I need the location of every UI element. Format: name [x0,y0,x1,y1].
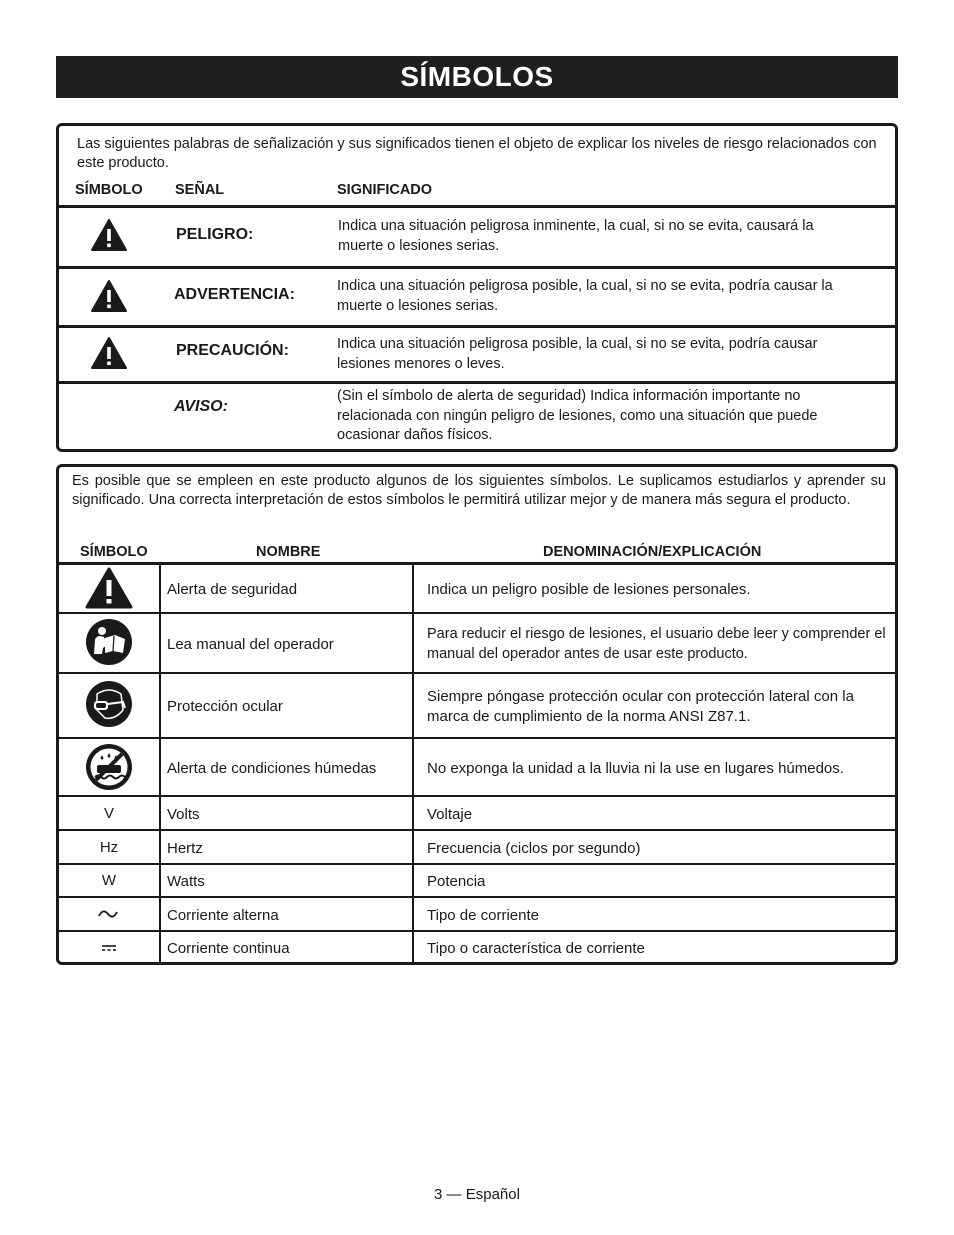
symbol-name: Lea manual del operador [167,636,334,653]
divider [59,863,895,865]
signal-notice-text: (Sin el símbolo de alerta de seguridad) Indica información importante no relacionada con ningún peligro de lesiones, como una situación que puede ocasionar daños físicos. [337,388,818,443]
divider [59,325,895,328]
symbol-explanation: Siempre póngase protección ocular con protección lateral con la marca de cumplimiento de la norma ANSI Z87.1. [427,688,854,725]
symbol-name: Alerta de condiciones húmedas [167,760,377,777]
symbol-hertz: Hz [99,839,119,856]
symbol-name: Alerta de seguridad [167,581,298,598]
divider [59,205,895,208]
alternating-current-icon [97,907,119,921]
column-divider [412,564,414,962]
symbol-explanation: Frecuencia (ciclos por segundo) [427,840,641,857]
warning-triangle-icon [91,280,127,312]
symbol-explanation: Tipo de corriente [427,907,540,924]
symbol-explanation: Para reducir el riesgo de lesiones, el usuario debe leer y comprender el manual del operador antes de usar este producto. [427,626,886,662]
symbol-name: Corriente continua [167,940,290,957]
symbol-name: Hertz [167,840,203,857]
eye-protection-icon [85,680,133,728]
symbol-name: Watts [167,873,205,890]
symbol-explanation: No exponga la unidad a la lluvia ni la use en lugares húmedos. [427,760,844,777]
page-title: SÍMBOLOS [56,56,898,98]
signal-danger-text: Indica una situación peligrosa inminente, la cual, si no se evita, causará la muerte o lesiones serias. [338,218,814,254]
signal-words-intro: Las siguientes palabras de señalización y sus significados tienen el objeto de explicar los niveles de riesgo relacionados con este producto. [77,136,877,171]
signal-warning-text: Indica una situación peligrosa posible, la cual, si no se evita, podría causar la muerte o lesiones serias. [337,278,833,314]
symbol-name: Corriente alterna [167,907,279,924]
signal-words-panel [56,123,898,452]
read-manual-icon [85,618,133,666]
divider [59,829,895,831]
symbol-explanation: Voltaje [427,806,473,823]
symbol-explanation: Indica un peligro posible de lesiones personales. [427,581,751,598]
symbol-name: Protección ocular [167,698,283,715]
signal-danger: PELIGRO: [176,226,254,243]
divider [59,562,895,565]
divider [59,612,895,614]
warning-triangle-icon [91,219,127,251]
divider [59,930,895,932]
wet-conditions-icon [85,743,133,791]
safety-alert-icon [85,567,133,609]
divider [59,266,895,269]
signal-caution: PRECAUCIÓN: [176,342,289,359]
symbols-intro: Es posible que se empleen en este producto algunos de los siguientes símbolos. Le suplicamos estudiarlos y aprender su significado. Una correcta interpretación de estos símbolos le permitirá utilizar mejor y de manera más segura el producto. [72,473,886,508]
divider [59,381,895,384]
header-meaning: SIGNIFICADO [337,182,433,198]
divider [59,737,895,739]
warning-triangle-icon [91,337,127,369]
signal-warning: ADVERTENCIA: [174,286,295,303]
divider [59,896,895,898]
divider [59,672,895,674]
header-name: NOMBRE [256,544,321,560]
header-symbol: SÍMBOLO [80,544,148,560]
symbol-explanation: Potencia [427,873,486,890]
header-signal: SEÑAL [175,182,225,198]
header-symbol: SÍMBOLO [75,182,143,198]
symbols-panel [56,464,898,965]
page-footer: 3 — Español [434,1186,520,1203]
symbol-volts: V [103,805,114,822]
symbol-name: Volts [167,806,200,823]
symbol-explanation: Tipo o característica de corriente [427,940,645,957]
header-explanation: DENOMINACIÓN/EXPLICACIÓN [543,544,762,560]
signal-notice: AVISO: [174,398,228,415]
column-divider [159,564,161,962]
signal-caution-text: Indica una situación peligrosa posible, la cual, si no se evita, podría causar lesiones menores o leves. [337,336,818,372]
direct-current-icon [101,944,117,952]
divider [59,795,895,797]
symbol-watts: W [101,872,117,889]
